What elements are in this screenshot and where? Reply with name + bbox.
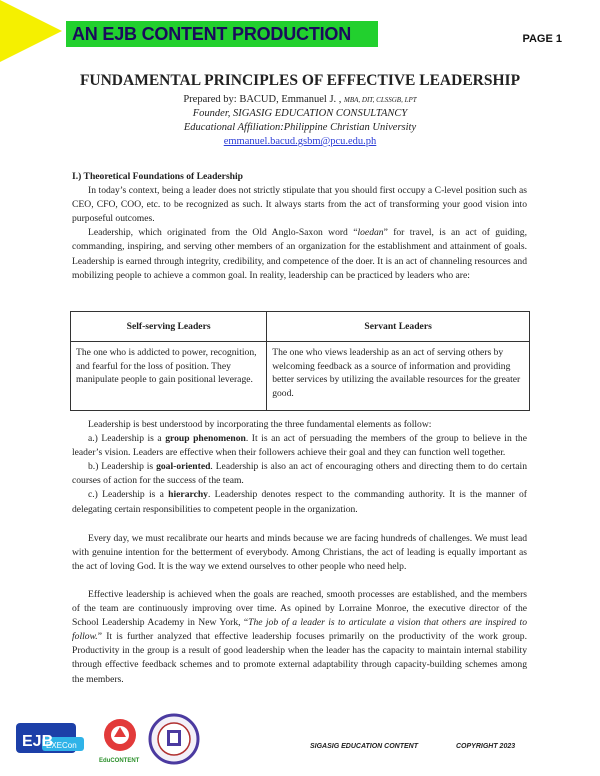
pcu-seal-logo: [148, 712, 200, 766]
paragraph-effective-leadership: Effective leadership is achieved when the goals are reached, smooth processes are established, and the members of the team are continuously improving over time. As opined by Lorraine Monroe, the executive director of the School Leadership Academy in New York, “The job of a leader is to articulate a vision that others are inspired to follow.” It is further analyzed that effective leadership focuses primarily on the productivity of the work group. Productivity in the group is a result of good leadership when the leader has the capacity to maintain internal stability through effective feedback schemes and to promote external adaptability through capacity-building schemes among the members.: [72, 589, 527, 685]
educontent-logo: [98, 715, 146, 767]
term-hierarchy: hierarchy: [168, 489, 208, 501]
monroe-quote: The job of a leader is to articulate a vision that others are inspired to follow.: [72, 617, 527, 643]
ejb-execon-logo: [12, 717, 92, 761]
term-goal-oriented: goal-oriented: [156, 461, 211, 473]
section-elements: [72, 418, 527, 517]
paragraph-everyday: Every day, we must recalibrate our hearts and minds because we are facing hundreds of challenges. We must lead with genuine intention for the betterment of everybody. Among Christians, the act of leading is equally important as the act of loving God. It is the way we extend ourselves to other people who need help.: [72, 533, 527, 573]
paragraph-origin: Leadership, which originated from the Old Anglo-Saxon word “loedan” for travel, is an act of guiding, commanding, inspiring, and serving other members of an organization for the establishment and attainment of goals. Leadership is earned through integrity, credibility, and competence of the doer. It is an act of channeling resources and mobilizing people to achieve a common goal. In reality, leadership can be practiced by leaders who are:: [72, 227, 528, 281]
corner-triangle-decoration: [0, 0, 64, 62]
author-line: [0, 93, 600, 107]
section-heading: I.) Theoretical Foundations of Leadership: [72, 171, 244, 182]
cell-self-serving: The one who is addicted to power, recognition, and fearful for the loss of position. They manipulate people to gain positional leverage.: [71, 342, 267, 411]
column-header-self-serving: Self-serving Leaders: [71, 312, 267, 342]
elements-intro: Leadership is best understood by incorporating the three fundamental elements as follow:: [88, 419, 432, 430]
page-number: PAGE 1: [522, 33, 562, 45]
founder-line: Founder, SIGASIG EDUCATION CONSULTANCY: [192, 108, 408, 119]
column-header-servant: Servant Leaders: [267, 312, 530, 342]
author-credentials: MBA, DIT, CLSSGB, LPT: [344, 96, 417, 104]
footer-copyright: COPYRIGHT 2023: [456, 743, 516, 750]
term-loedan: loedan: [357, 227, 384, 239]
cell-servant: The one who views leadership as an act of serving others by welcoming feedback as a source of information and providing better services by utilizing the available resources for the greater good.: [267, 342, 530, 411]
document-title: FUNDAMENTAL PRINCIPLES OF EFFECTIVE LEADERSHIP: [79, 72, 521, 89]
logo-educontent-text: EduCONTENT: [99, 758, 140, 764]
footer-company: SIGASIG EDUCATION CONTENT: [310, 743, 418, 750]
table-header-row: [71, 312, 530, 342]
production-banner: [66, 21, 378, 47]
affiliation-line: Educational Affiliation:Philippine Christian University: [183, 122, 417, 133]
element-c: c.) Leadership is a hierarchy. Leadership denotes respect to the commanding authority. It is the manner of delegating certain responsibilities to competent people in the organization.: [72, 489, 527, 515]
author-email-link[interactable]: emmanuel.bacud.gsbm@pcu.edu.ph: [223, 136, 377, 147]
prepared-by: Prepared by: BACUD, Emmanuel J. ,: [183, 94, 342, 105]
section-theoretical-foundations: [72, 170, 527, 283]
banner-title: AN EJB CONTENT PRODUCTION: [72, 23, 352, 44]
logo-execon-text: EXECon: [46, 741, 77, 750]
paragraph-context: In today’s context, being a leader does not strictly stipulate that you should first occupy a C-level position such as CEO, CFO, COO, etc. to be recognized as such. It always starts from the act of transforming your good vision into purposeful outcomes.: [72, 185, 527, 225]
term-group-phenomenon: group phenomenon: [165, 433, 246, 445]
leader-types-table: [70, 311, 530, 411]
element-a: a.) Leadership is a group phenomenon. It is an act of persuading the members of the group to believe in the leader’s vision. Leaders are effective when their followers achieve their goal and they can function well together.: [72, 433, 527, 459]
table-row: [71, 342, 530, 411]
email-line: [0, 135, 600, 149]
logo-ejb-text: EJB: [22, 733, 54, 750]
element-b: b.) Leadership is goal-oriented. Leadership is also an act of encouraging others and directing them to do certain courses of action for the success of the team.: [72, 461, 528, 487]
